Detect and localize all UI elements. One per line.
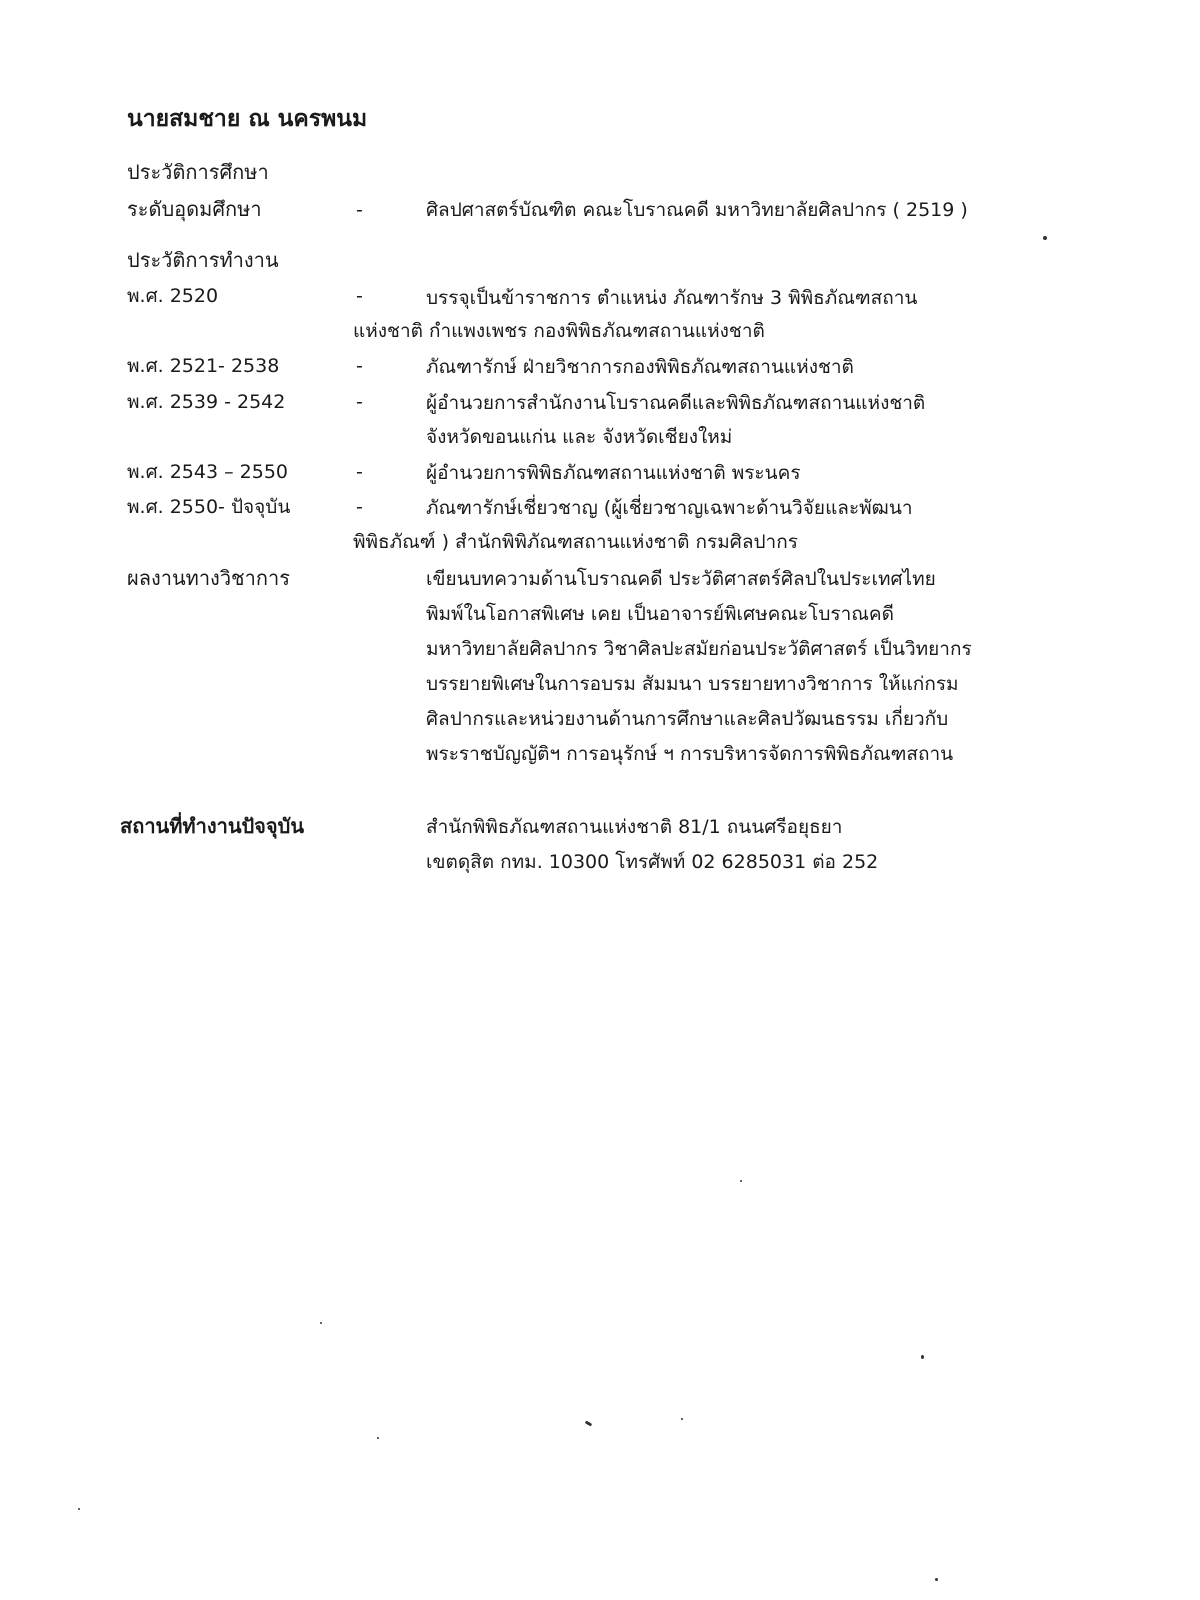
work-period: พ.ศ. 2520 — [127, 285, 219, 307]
work-period: พ.ศ. 2543 – 2550 — [127, 461, 288, 483]
workplace-line: สำนักพิพิธภัณฑสถานแห่งชาติ 81/1 ถนนศรีอยุธยา — [426, 816, 843, 838]
work-detail-line1: ผู้อำนวยการสำนักงานโบราณคดีและพิพิธภัณฑสถานแห่งชาติ — [426, 392, 926, 414]
work-dash: - — [356, 285, 363, 307]
scan-speck — [377, 1437, 379, 1439]
work-detail-line1: ภัณฑารักษ์เชี่ยวชาญ (ผู้เชี่ยวชาญเฉพาะด้านวิจัยและพัฒนา — [426, 497, 913, 519]
scan-speck — [320, 1322, 322, 1324]
education-level: ระดับอุดมศึกษา — [127, 197, 262, 221]
work-detail-line2: พิพิธภัณฑ์ ) สำนักพิพิภัณฑสถานแห่งชาติ กรมศิลปากร — [353, 531, 798, 553]
work-heading: ประวัติการทำงาน — [127, 248, 279, 272]
academic-line: พระราชบัญญัติฯ การอนุรักษ์ ฯ การบริหารจัดการพิพิธภัณฑสถาน — [426, 743, 954, 765]
academic-line: ศิลปากรและหน่วยงานด้านการศึกษาและศิลปวัฒนธรรม เกี่ยวกับ — [426, 708, 949, 730]
work-dash: - — [356, 355, 363, 377]
work-period: พ.ศ. 2550- ปัจจุบัน — [127, 496, 291, 518]
work-dash: - — [356, 461, 363, 483]
work-detail-line1: บรรจุเป็นข้าราชการ ตำแหน่ง ภัณฑารักษ 3 พิพิธภัณฑสถาน — [426, 287, 918, 309]
academic-line: มหาวิทยาลัยศิลปากร วิชาศิลปะสมัยก่อนประวัติศาสตร์ เป็นวิทยากร — [426, 638, 972, 660]
workplace-heading: สถานที่ทำงานปัจจุบัน — [120, 814, 304, 838]
scan-speck — [921, 1355, 924, 1359]
academic-line: เขียนบทความด้านโบราณคดี ประวัติศาสตร์ศิลปในประเทศไทย — [426, 568, 936, 590]
education-dash: - — [356, 199, 363, 221]
work-dash: - — [356, 496, 363, 518]
scan-speck — [1043, 236, 1047, 240]
education-detail: ศิลปศาสตร์บัณฑิต คณะโบราณคดี มหาวิทยาลัยศิลปากร ( 2519 ) — [426, 199, 968, 221]
scan-speck — [585, 1420, 593, 1426]
work-period: พ.ศ. 2539 - 2542 — [127, 391, 286, 413]
scan-speck — [78, 1508, 80, 1510]
work-period: พ.ศ. 2521- 2538 — [127, 355, 280, 377]
person-name: นายสมชาย ณ นครพนม — [127, 106, 368, 132]
academic-line: บรรยายพิเศษในการอบรม สัมมนา บรรยายทางวิชาการ ให้แก่กรม — [426, 673, 959, 695]
work-detail-line2: แห่งชาติ กำแพงเพชร กองพิพิธภัณฑสถานแห่งชาติ — [353, 320, 765, 342]
workplace-line: เขตดุสิต กทม. 10300 โทรศัพท์ 02 6285031 ต่อ 252 — [426, 851, 879, 873]
education-heading: ประวัติการศึกษา — [127, 160, 269, 184]
scan-speck — [740, 1180, 742, 1182]
work-detail-line1: ภัณฑารักษ์ ฝ่ายวิชาการกองพิพิธภัณฑสถานแห่งชาติ — [426, 356, 854, 378]
work-dash: - — [356, 391, 363, 413]
academic-heading: ผลงานทางวิชาการ — [127, 566, 290, 590]
academic-line: พิมพ์ในโอกาสพิเศษ เคย เป็นอาจารย์พิเศษคณะโบราณคดี — [426, 603, 894, 625]
work-detail-line2: จังหวัดขอนแก่น และ จังหวัดเชียงใหม่ — [426, 426, 733, 448]
scan-speck — [935, 1578, 938, 1581]
scan-speck — [681, 1418, 683, 1420]
work-detail-line1: ผู้อำนวยการพิพิธภัณฑสถานแห่งชาติ พระนคร — [426, 462, 801, 484]
